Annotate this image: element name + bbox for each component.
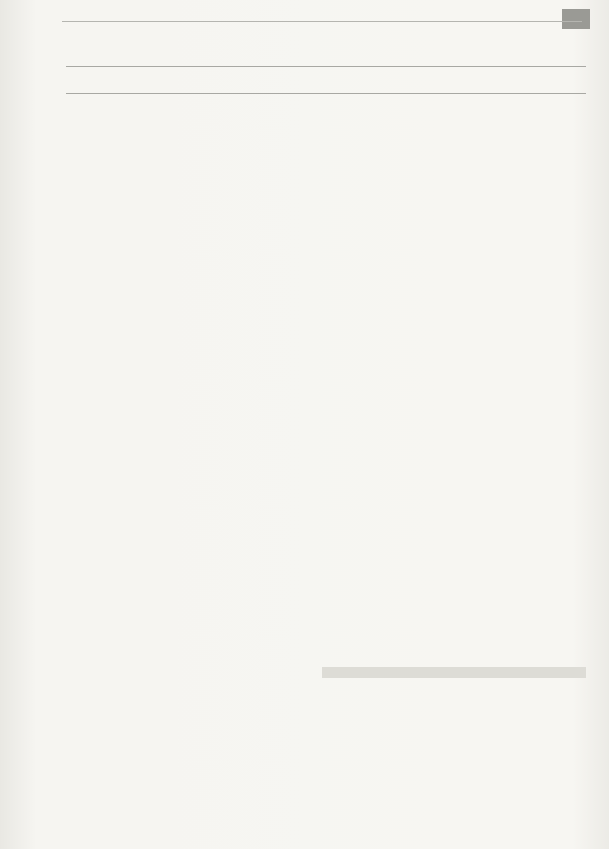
right-text-column	[322, 403, 568, 404]
page-number	[562, 9, 590, 29]
left-text-column	[64, 382, 310, 383]
small-table-header	[322, 667, 586, 678]
table-top-rule	[66, 66, 586, 67]
header-rule	[62, 21, 582, 22]
table-header-row	[66, 68, 586, 92]
right-text-column-2	[322, 542, 568, 543]
table-header-rule	[66, 93, 586, 94]
